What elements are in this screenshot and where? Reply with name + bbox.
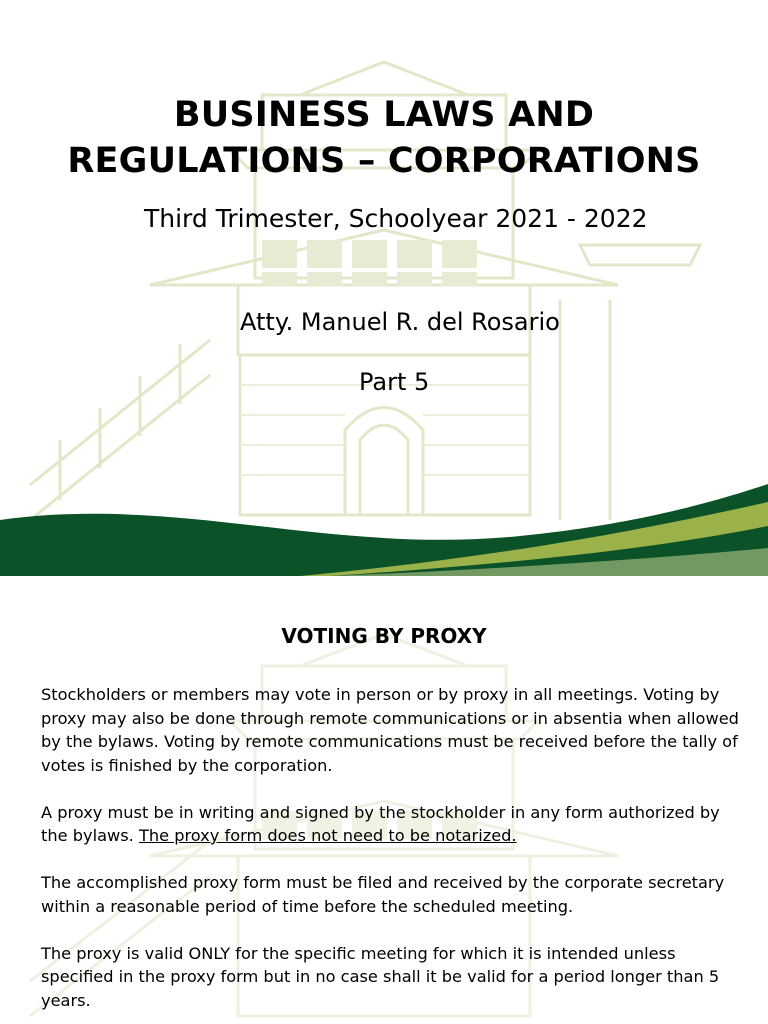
author-name: Atty. Manuel R. del Rosario (240, 308, 560, 336)
part-label: Part 5 (359, 368, 430, 396)
presentation-title (0, 92, 768, 184)
content-slide (0, 576, 768, 1024)
paragraph-4: The proxy is valid ONLY for the specific meeting for which it is intended unless specified in the proxy form but in no case shall it be valid for a period longer than 5 years. (41, 943, 720, 1010)
paragraph-2-underlined: The proxy form does not need to be notarized. (138, 826, 517, 845)
slide-heading: VOTING BY PROXY (281, 624, 487, 648)
subtitle: Third Trimester, Schoolyear 2021 - 2022 (144, 204, 648, 233)
paragraph-1: Stockholders or members may vote in person or by proxy in all meetings. Voting by proxy may also be done through remote communications or in absentia when allowed by the bylaws. Voting by remote communications must be received before the tally of votes is finished by the corporation. (41, 685, 739, 775)
title-line-2: REGULATIONS – CORPORATIONS (67, 141, 701, 181)
paragraph-3: The accomplished proxy form must be filed and received by the corporate secretary within a reasonable period of time before the scheduled meeting. (41, 873, 725, 916)
paragraph-2 (41, 801, 741, 848)
title-line-1: BUSINESS LAWS AND (173, 95, 595, 135)
decorative-wave (0, 440, 768, 576)
paragraph-2-text: A proxy must be in writing and signed by the stockholder in any form authorized by the bylaws. (41, 802, 720, 845)
slide-body (41, 683, 741, 1024)
